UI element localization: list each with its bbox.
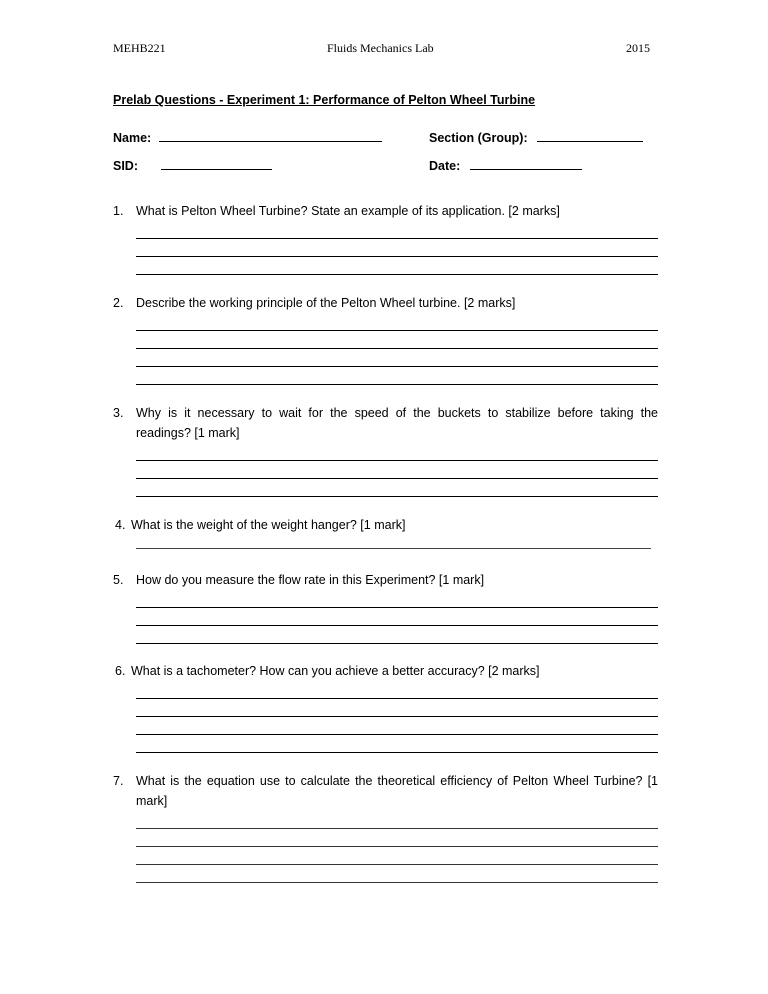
date-blank[interactable] [470,157,582,170]
question-number: 5. [113,573,124,587]
question-text: What is a tachometer? How can you achieve a better accuracy? [2 marks] [131,664,540,678]
answer-line[interactable] [136,461,658,479]
answer-lines[interactable] [136,221,658,275]
question-text: What is Pelton Wheel Turbine? State an example of its application. [2 marks] [136,204,560,218]
answer-line[interactable] [136,349,658,367]
answer-line[interactable] [136,590,658,608]
header-year: 2015 [626,41,650,55]
question-number: 3. [113,406,124,420]
answer-line[interactable] [136,681,658,699]
sid-field[interactable] [113,157,272,173]
question-6 [113,661,658,753]
answer-line[interactable] [136,735,658,753]
answer-lines[interactable] [136,313,658,385]
question-number: 4. [115,518,126,532]
question-number: 2. [113,296,124,310]
question-number: 7. [113,774,124,788]
answer-line[interactable] [136,717,658,735]
section-label: Section (Group): [429,131,528,145]
question-text: What is the weight of the weight hanger? [1 mark] [131,518,406,532]
answer-line[interactable] [136,536,651,549]
question-2 [113,293,658,385]
header-course-name: Fluids Mechanics Lab [327,41,434,55]
answer-line[interactable] [136,257,658,275]
answer-lines[interactable] [136,681,658,753]
answer-line[interactable] [136,221,658,239]
name-label: Name: [113,131,152,145]
question-7 [113,771,658,883]
answer-line[interactable] [136,811,658,829]
answer-line[interactable] [136,313,658,331]
answer-lines[interactable] [136,811,658,883]
answer-line[interactable] [136,847,658,865]
name-field[interactable] [113,129,382,145]
question-text: Describe the working principle of the Pelton Wheel turbine. [2 marks] [136,296,516,310]
answer-lines[interactable] [136,590,658,644]
date-label: Date: [429,159,461,173]
question-text: What is the equation use to calculate the theoretical efficiency of Pelton Wheel Turbine? [1 mark] [136,774,658,808]
question-number: 6. [115,664,126,678]
answer-line[interactable] [136,443,658,461]
answer-line[interactable] [136,331,658,349]
answer-line[interactable] [136,479,658,497]
question-number: 1. [113,204,124,218]
question-5 [113,570,658,644]
sid-blank[interactable] [161,157,272,170]
section-field[interactable] [429,129,643,145]
answer-line[interactable] [136,608,658,626]
page-title: Prelab Questions - Experiment 1: Performance of Pelton Wheel Turbine [113,93,536,107]
question-3 [113,403,658,497]
answer-line[interactable] [136,626,658,644]
question-text: How do you measure the flow rate in this Experiment? [1 mark] [136,573,485,587]
question-text: Why is it necessary to wait for the speed of the buckets to stabilize before taking the readings? [1 mark] [136,406,658,440]
answer-line[interactable] [136,239,658,257]
answer-line[interactable] [136,865,658,883]
header-course-code: MEHB221 [113,41,166,55]
answer-line[interactable] [136,829,658,847]
sid-label: SID: [113,159,138,173]
answer-line[interactable] [136,367,658,385]
answer-line[interactable] [136,699,658,717]
section-blank[interactable] [537,129,643,142]
answer-lines[interactable] [136,443,658,497]
question-1 [113,201,658,275]
question-4 [113,515,658,535]
name-blank[interactable] [159,129,382,142]
date-field[interactable] [429,157,582,173]
